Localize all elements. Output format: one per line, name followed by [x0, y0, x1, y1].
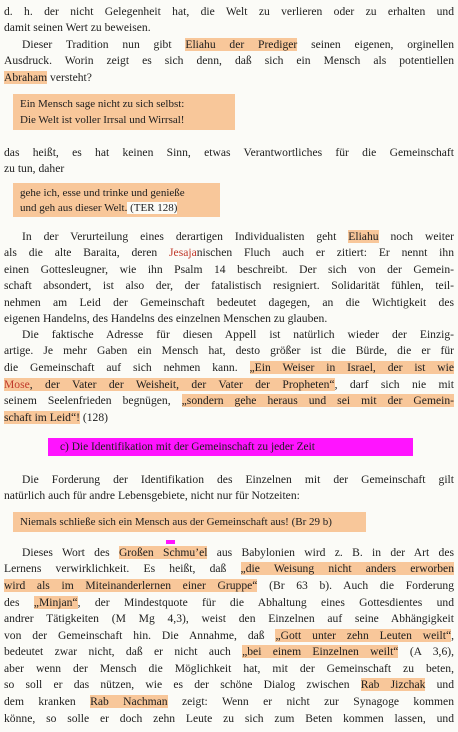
text-line [4, 360, 454, 375]
text-line: Ausdruck. Worin zeigt es sich denn, daß sich ein Mensch als potentiellen [4, 54, 454, 67]
highlight-name: Rab Jizchak [360, 678, 426, 691]
text-line [4, 410, 458, 425]
text-span: (A 3,6), [398, 645, 455, 658]
text-span: , der Mindestquote für die Abhaltung eines Gottesdientes und [77, 596, 454, 609]
text-line [4, 694, 454, 709]
text-span: , darf sich nie mit [334, 378, 454, 391]
reference: (128) [79, 411, 108, 424]
text-line: aber wenn der Mensch die Möglichkeit hat, mit der Gemeinschaft zu beten, [4, 662, 454, 675]
highlight-name: Großen Schmu’el [118, 546, 208, 559]
section-heading: c) Die Identifikation mit der Gemeinschaft zu jeder Zeit [60, 441, 315, 453]
reference: (Br 29 b) [288, 516, 332, 528]
text-line [4, 245, 454, 260]
text-span: bedeutet zwar nicht, daß er nicht auch [4, 645, 243, 658]
text-line [22, 545, 454, 560]
text-span: aus Babylonien wird z. B. in der Art des [207, 546, 454, 559]
text-line [4, 628, 454, 643]
quote-line: Die Welt ist voller Irrsal und Wirrsal! [20, 114, 185, 126]
quote-highlight: , der Vater der Weisheit, der Vater der Propheten“ [29, 378, 335, 391]
text-line [22, 37, 454, 52]
highlight-name: Rab Nachman [90, 695, 168, 708]
quote-highlight: schaft im Leid“! [4, 411, 80, 424]
text-span: zeigt: Wenn er nicht zur Synagoge kommen [167, 695, 454, 708]
text-span: Niemals schließe sich ein Mensch aus der Gemeinschaft aus! [20, 516, 289, 528]
text-span: In der Verurteilung eines derartigen Individualisten geht [22, 230, 349, 243]
text-span: so soll er das nützen, wie es der schöne Dialog zwischen [4, 678, 361, 691]
text-line: das heißt, es hat keinen Sinn, etwas Verantwortliches für die Gemeinschaft [4, 146, 454, 159]
highlight-name: Abraham [4, 71, 48, 84]
quote-highlight: „Gott unter zehn Leuten weilt“ [275, 629, 452, 642]
text-span: Dieses Wort des [22, 546, 119, 559]
text-line [22, 229, 454, 244]
text-span: seinen eigenen, orginellen [297, 38, 454, 51]
text-span: Dieser Tradition nun gibt [22, 38, 186, 51]
text-span: , [451, 629, 455, 642]
text-line: nehmen am Leid der Gemeinschaft bedeutet dagegen, an die Wichtigkeit des [4, 296, 454, 309]
highlight-name: Eliahu der Prediger [185, 38, 298, 51]
text-line: zu tun, daher [4, 162, 65, 175]
text-line: damit seinen Wert zu beweisen. [4, 21, 151, 34]
text-line [4, 644, 454, 659]
text-line: könne, so solle er doch zehn Leute zu sich zum Beten kommen lassen, und [4, 712, 454, 725]
text-line [4, 595, 454, 610]
quote-line [20, 201, 177, 215]
text-line: d. h. der nicht Gelegenheit hat, die Welt zu verlieren oder zu erhalten und [4, 5, 454, 18]
text-line [4, 677, 454, 692]
quote-highlight: „die Weisung nicht anders erworben [240, 562, 454, 575]
text-line: eigenen Handelns, des Handelns des einzelnen Menschen zu glauben. [4, 312, 328, 325]
text-span: (Br 63 b). Auch die Forderung [257, 579, 454, 592]
text-line: einen Gottesleugner, wie ihn Psalm 14 beschreibt. Der sich von der Gemein- [4, 263, 454, 276]
reference: (TER 128) [127, 202, 178, 214]
text-span: Lernens verwirklichkeit. Es heißt, daß [4, 562, 241, 575]
text-line [4, 578, 454, 593]
quote-line: gehe ich, esse und trinke und genieße [20, 187, 185, 199]
quote-line: Ein Mensch sage nicht zu sich selbst: [20, 98, 185, 110]
text-line: schaft absondert, ist also der, der fatalistisch resigniert. Solidarität fühlen, teil- [4, 279, 454, 292]
text-span: seinem Seelenfrieden begnügen, [4, 394, 182, 407]
quote-highlight: „Ein Weiser in Israel, der ist wie [249, 361, 454, 374]
text-line: andrer Tätigkeiten (M Mg 4,3), weist den Einzelnen auf seine Abhängigkeit [4, 612, 454, 625]
marked-name: Jesaja [169, 246, 197, 259]
quote-highlight: „bei einem Einzelnen weilt“ [242, 645, 399, 658]
text-span: noch weiter [378, 230, 454, 243]
text-line [4, 70, 458, 85]
text-span: und geh aus dieser Welt. [20, 202, 128, 214]
text-span: nischen Fluch auch er zitiert: Er nennt ihn [196, 246, 454, 259]
text-span: die Gemeinschaft auf sich nehmen kann. [4, 361, 250, 374]
text-span: des [4, 596, 34, 609]
text-line: natürlich auch für andre Lebensgebiete, nicht nur für Notzeiten: [4, 489, 300, 502]
marked-name: Mose [4, 378, 30, 391]
text-span: als die alte Baraita, deren [4, 246, 170, 259]
text-span: und [425, 678, 454, 691]
text-span: von der Gemeinschaft hin. Die Annahme, daß [4, 629, 276, 642]
text-line [4, 393, 454, 408]
text-span: versteht? [47, 71, 92, 84]
quote-line [20, 515, 332, 529]
quote-highlight: wird als im Miteinanderlernen einer Gruppe“ [4, 579, 258, 592]
quote-highlight: „Minjan“ [33, 596, 78, 609]
text-span: dem kranken [4, 695, 91, 708]
text-line [4, 561, 454, 576]
highlight-name: Eliahu [348, 230, 379, 243]
magenta-mark [166, 540, 175, 544]
text-line: artige. Je mehr Gaben ein Mensch hat, desto größer ist die Bürde, die er für [4, 344, 454, 357]
text-line: Die faktische Adresse für diesen Appell ist natürlich wieder der Einzig- [22, 328, 454, 341]
text-line [4, 377, 454, 392]
text-line: Die Forderung der Identifikation des Einzelnen mit der Gemeinschaft gilt [22, 473, 454, 486]
quote-highlight: „sondern gehe heraus und sei mit der Gemein- [181, 394, 454, 407]
